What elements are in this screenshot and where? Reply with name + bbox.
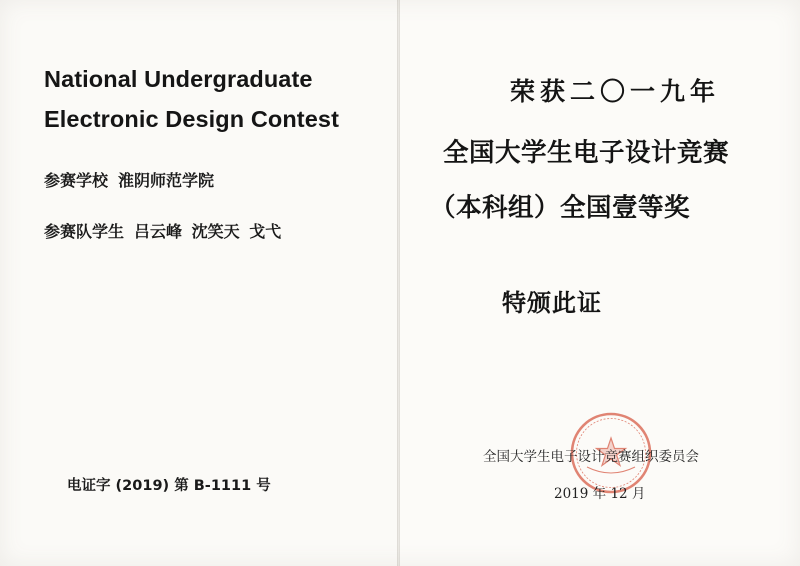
- issue-date: 2019 年 12 月: [554, 486, 646, 502]
- award-prize-line: （本科组）全国壹等奖: [430, 193, 691, 223]
- team-info: [44, 219, 285, 242]
- award-year-line: 荣获二〇一九年: [510, 77, 721, 106]
- school-label: 参赛学校: [44, 171, 109, 190]
- team-label: 参赛队学生: [44, 222, 125, 241]
- certificate-number: 电证字 (2019) 第 B-1111 号: [67, 478, 271, 494]
- team-member: 吕云峰: [134, 222, 183, 241]
- english-title-line-1: National Undergraduate: [44, 66, 313, 92]
- team-member: 戈弋: [249, 222, 282, 241]
- award-contest-line: 全国大学生电子设计竞赛: [443, 138, 730, 168]
- team-member: 沈笑天: [191, 222, 240, 241]
- school-name: 淮阴师范学院: [118, 171, 215, 190]
- award-grant-line: 特颁此证: [502, 288, 602, 317]
- english-title-line-2: Electronic Design Contest: [44, 106, 339, 132]
- school-info: [44, 168, 214, 191]
- issuer-name: 全国大学生电子设计竞赛组织委员会: [483, 449, 699, 465]
- page-fold: [397, 0, 400, 566]
